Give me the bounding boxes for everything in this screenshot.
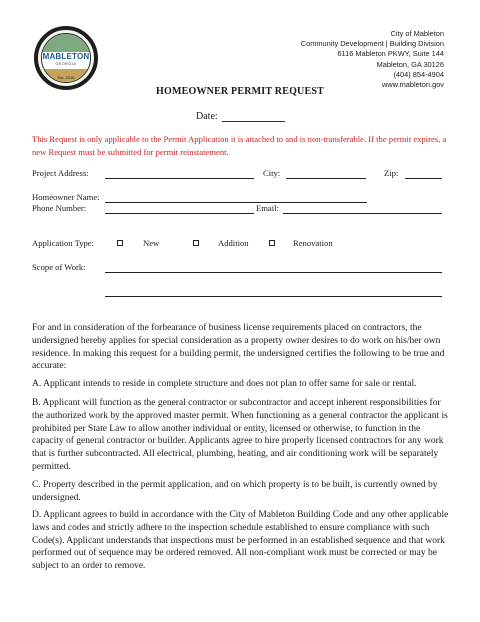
addition-checkbox[interactable] (193, 240, 199, 246)
scope-of-work-label: Scope of Work: (32, 262, 86, 272)
address-line: Mableton, GA 30126 (376, 59, 444, 69)
notice-text: This Request is only applicable to the Permit Application it is attached to and is non-transferable. If the permit expires, a new Request must be submitted for permit reinstatement. (32, 134, 447, 157)
header-address (301, 29, 444, 90)
scope-of-work-field-line-1[interactable] (105, 272, 442, 273)
form-title: HOMEOWNER PERMIT REQUEST (156, 86, 324, 97)
clause-c (32, 479, 450, 505)
clause-d-text: D. Applicant agrees to build in accordance with the City of Mableton Building Code and any other applicable laws and codes and strictly adhere to the inspection schedule established to ensure compliance with such Code(s). Applicant understands that inspections must be performed in an established sequence and that work performed out of sequence may be ordered removed. All non-compliant work must be corrected or may be subject to an order to remove. (32, 510, 449, 572)
homeowner-name-field[interactable] (105, 202, 367, 203)
clause-b (32, 397, 450, 474)
clause-a (32, 378, 450, 391)
seal-state-name: GEORGIA (55, 62, 77, 66)
city-seal-logo (34, 26, 98, 90)
intro-text: For and in consideration of the forbearance of business license requirements placed on contractors, the undersigned hereby applies for special consideration as a property owner desires to do work on his/her own residence. In making this request for a building permit, the undersigned certifies the following to be true and accurate: (32, 323, 445, 372)
renovation-checkbox[interactable] (269, 240, 275, 246)
seal-banner (42, 52, 90, 69)
city-label: City: (263, 168, 281, 178)
scope-of-work-field-line-2[interactable] (105, 296, 442, 297)
zip-label: Zip: (384, 168, 399, 178)
project-address-field[interactable] (105, 178, 254, 179)
address-line: (404) 854-4904 (393, 69, 444, 79)
project-address-label: Project Address: (32, 168, 89, 178)
seal-city-name: MABLETON (42, 52, 90, 61)
address-line: Community Development | Building Division (300, 39, 444, 49)
clause-b-text: B. Applicant will function as the general contractor or subcontractor and accept inherent responsibilities for the authorized work by the approved master permit. When functioning as a general contractor the applicant is prohibited per State Law to allow another individual or entity, licensed or otherwise, to function in the capacity of general contractor or builder. Applicants agree to hire properly licensed contractors for any work that is further subcontracted. All electrical, plumbing, heating, and air conditioning work will be separately permitted. (32, 398, 448, 472)
application-type-label: Application Type: (32, 238, 95, 248)
seal-established: Est. 2016 (57, 75, 75, 80)
clause-d (32, 509, 450, 573)
website-link[interactable]: www.mableton.gov (381, 80, 444, 90)
homeowner-name-label: Homeowner Name: (32, 192, 100, 202)
date-field[interactable] (222, 121, 285, 122)
clause-c-text: C. Property described in the permit application, and on which property is to be built, is currently owned by undersigned. (32, 480, 438, 503)
renovation-option-label: Renovation (293, 238, 333, 248)
address-line: City of Mableton (390, 29, 444, 38)
email-field[interactable] (283, 213, 442, 214)
clause-a-text: A. Applicant intends to reside in complete structure and does not plan to offer same for sale or rental. (32, 379, 417, 389)
address-line: 6116 Mableton PKWY, Suite 144 (337, 49, 444, 59)
new-option-label: New (143, 238, 160, 248)
email-label: Email: (256, 203, 279, 213)
new-checkbox[interactable] (117, 240, 123, 246)
phone-number-label: Phone Number: (32, 203, 87, 213)
date-label: Date: (196, 111, 218, 122)
zip-field[interactable] (405, 178, 442, 179)
phone-number-field[interactable] (105, 213, 254, 214)
city-field[interactable] (286, 178, 366, 179)
addition-option-label: Addition (218, 238, 249, 248)
seal-inner (41, 33, 91, 83)
intro-paragraph (32, 322, 450, 373)
